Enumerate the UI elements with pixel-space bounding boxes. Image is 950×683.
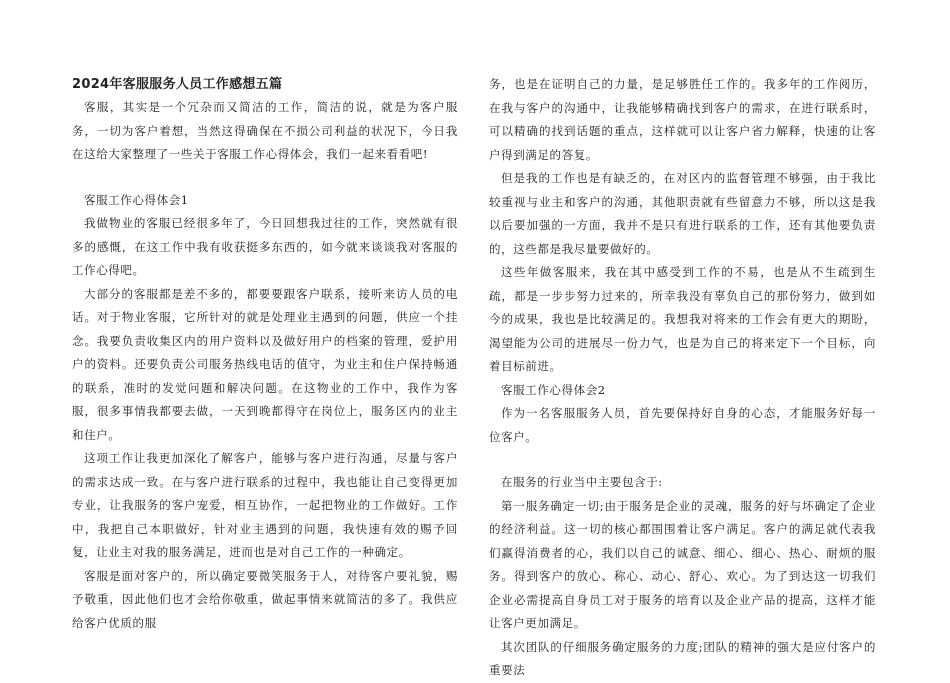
paragraph: 在服务的行业当中主要包含于: bbox=[501, 475, 663, 489]
intro-paragraph: 客服，其实是一个冗杂而又简洁的工作，简洁的说，就是为客户服务，一切为客户着想，当然这得确保在不损公司利益的状况下，今日我在这给大家整理了一些关于客服工作心得体会，我们一起来看看吧! bbox=[72, 100, 458, 161]
section-heading-1: 客服工作心得体会1 bbox=[84, 192, 189, 207]
paragraph: 这项工作让我更加深化了解客户，能够与客户进行沟通，尽量与客户的需求达成一致。在与客户进行联系的过程中，我也能让自己变得更加专业，让我服务的客户宠爱，相互协作，一起把物业的工作做好。工作中，我把自己本职做好，针对业主遇到的问题，我快速有效的赐予回复，让业主对我的服务满足，进而也是对自己工作的一种确定。 bbox=[72, 451, 458, 559]
right-column bbox=[489, 73, 876, 683]
left-column bbox=[72, 73, 458, 635]
section-heading-2: 客服工作心得体会2 bbox=[501, 382, 606, 397]
spacer bbox=[489, 449, 876, 471]
paragraph: 第一服务确定一切;由于服务是企业的灵魂，服务的好与坏确定了企业的经济利益。这一切的核心都围围着让客户满足。客户的满足就代表我们赢得消费者的心，我们以自己的诚意、细心、细心、热心、耐烦的服务。得到客户的放心、称心、动心、舒心、欢心。为了到达这一切我们企业必需提高自身员工对于服务的培育以及企业产品的提高，这样才能让客户更加满足。 bbox=[489, 498, 876, 630]
paragraph: 作为一名客服服务人员，首先要保持好自身的心态，才能服务好每一位客户。 bbox=[489, 406, 876, 444]
paragraph: 这些年做客服来，我在其中感受到工作的不易，也是从不生疏到生疏，都是一步步努力过来的，所幸我没有辜负自己的那份努力，做到如今的成果，我也是比较满足的。我想我对将来的工作会有更大的期盼，渴望能为公司的进展尽一份力气，也是为自己的将来定下一个目标，向着目标前进。 bbox=[489, 265, 876, 373]
paragraph: 但是我的工作也是有缺乏的，在对区内的监督管理不够强，由于我比较重视与业主和客户的沟通，其他职责就有些留意力不够，所以这是我以后要加强的一方面，我并不是只有进行联系的工作，还有其他要负责的，这些都是我尽量要做好的。 bbox=[489, 171, 876, 256]
paragraph-continued: 务，也是在证明自己的力量，是足够胜任工作的。我多年的工作阅历，在我与客户的沟通中，让我能够精确找到客户的需求，在进行联系时，可以精确的找到话题的重点，这样就可以让客户省力解释，快速的让客户得到满足的答复。 bbox=[489, 77, 876, 162]
paragraph: 客服是面对客户的，所以确定要微笑服务于人，对待客户要礼貌，赐予敬重，因此他们也才会给你敬重，做起事情来就简洁的多了。我供应给客户优质的服 bbox=[72, 568, 458, 630]
paragraph: 我做物业的客服已经很多年了，今日回想我过往的工作，突然就有很多的感慨，在这工作中我有收获挺多东西的，如今就来谈谈我对客服的工作心得吧。 bbox=[72, 216, 458, 277]
spacer bbox=[72, 167, 458, 189]
paragraph: 大部分的客服都是差不多的，都要要跟客户联系，接听来访人员的电话。对于物业客服，它所针对的就是处理业主遇到的问题，供应一个挂念。我要负责收集区内的用户资料以及做好用户的档案的管理，爱护用户的资料。还要负责公司服务热线电话的值守，为业主和住户保持畅通的联系，准时的发觉问题和解决问题。在这物业的工作中，我作为客服，很多事情我都要去做，一天到晚都得守在岗位上，服务区内的业主和住户。 bbox=[72, 286, 458, 442]
paragraph: 其次团队的仔细服务确定服务的力度;团队的精神的强大是应付客户的重要法 bbox=[489, 639, 876, 677]
document-title: 2024年客服服务人员工作感想五篇 bbox=[72, 77, 283, 92]
